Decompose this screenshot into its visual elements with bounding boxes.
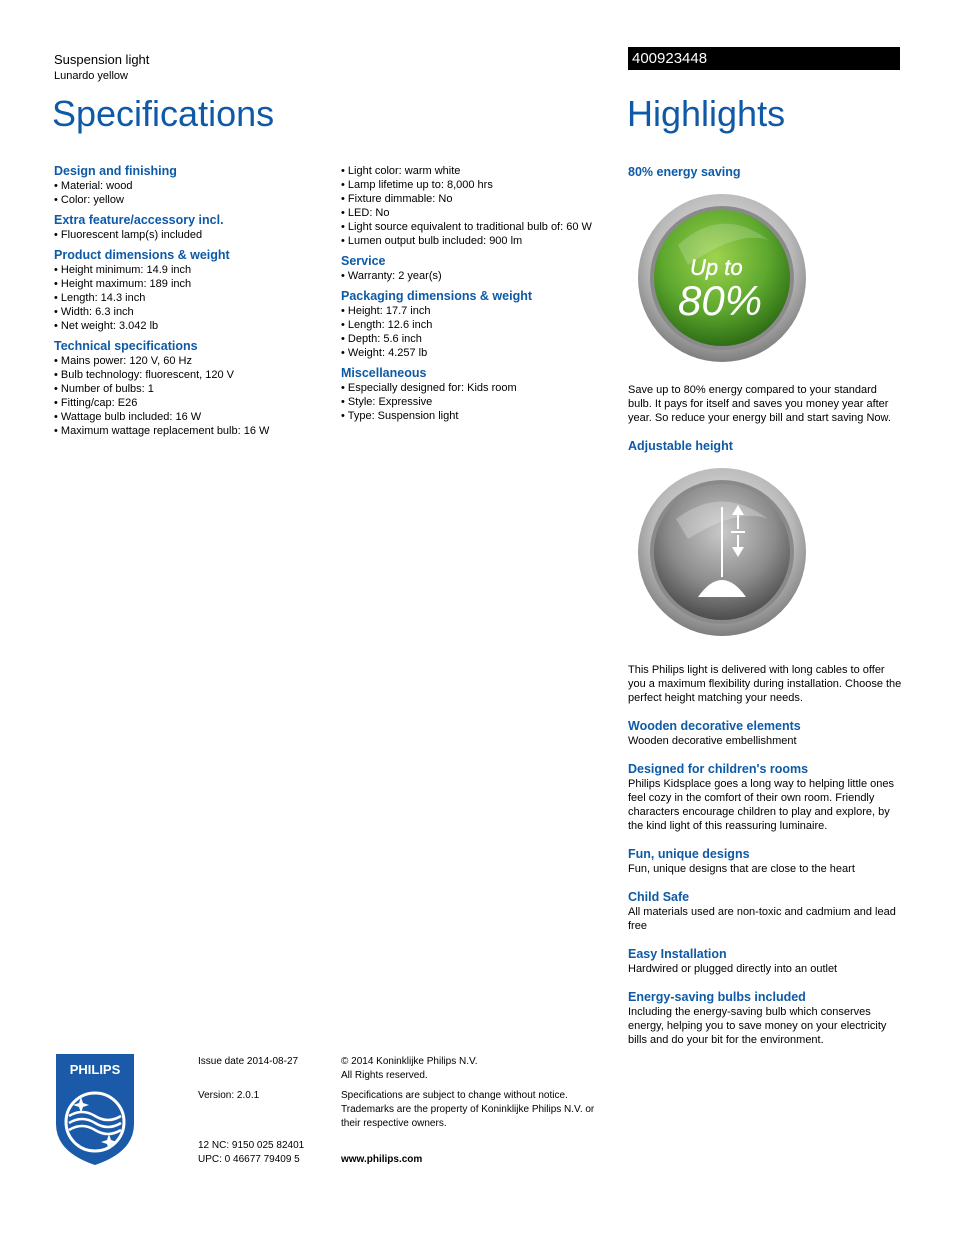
logo-text: PHILIPS [69, 1062, 121, 1077]
highlight-title: Fun, unique designs [628, 847, 750, 861]
highlight-child-safe [628, 890, 903, 933]
highlight-title-energy: 80% energy saving [628, 165, 741, 179]
highlight-text-height: This Philips light is delivered with long cables to offer you a maximum flexibility during installation. Choose the perfect height matching your needs. [628, 664, 902, 704]
badge-value: 80% [678, 277, 763, 324]
highlight-title: Child Safe [628, 890, 690, 904]
copyright-block [341, 1055, 611, 1083]
highlights-column [628, 164, 903, 1061]
highlight-title: Energy-saving bulbs included [628, 990, 806, 1004]
spec-item: • Width: 6.3 inch [54, 305, 324, 319]
spec-item: • Mains power: 120 V, 60 Hz [54, 354, 324, 368]
spec-item: • Light color: warm white [341, 164, 611, 178]
product-code: 400923448 [628, 47, 900, 70]
spec-section-title: Packaging dimensions & weight [341, 289, 533, 303]
highlight-title: Easy Installation [628, 947, 727, 961]
spec-item: • Fitting/cap: E26 [54, 396, 324, 410]
highlight-text: Hardwired or plugged directly into an outlet [628, 963, 838, 975]
highlight-title: Designed for children's rooms [628, 762, 809, 776]
spec-section-title: Miscellaneous [341, 366, 427, 380]
spec-section-title: Design and finishing [54, 164, 177, 178]
spec-item: • Fluorescent lamp(s) included [54, 228, 324, 242]
highlight-fun [628, 847, 903, 876]
spec-section-technical [54, 339, 324, 438]
spec-item: • Height: 17.7 inch [341, 304, 611, 318]
highlight-title-height: Adjustable height [628, 439, 733, 453]
spec-section-product-dimensions [54, 248, 324, 333]
product-type: Suspension light [54, 52, 150, 67]
spec-section-title: Technical specifications [54, 339, 198, 353]
legal-notice: Specifications are subject to change without notice. Trademarks are the property of Koninklijke Philips N.V. or their respective owners. [341, 1090, 595, 1129]
highlight-bulbs [628, 990, 903, 1047]
spec-item: • Especially designed for: Kids room [341, 381, 611, 395]
highlight-text: Wooden decorative embellishment [628, 735, 797, 747]
rights: All Rights reserved. [341, 1070, 428, 1081]
spec-item: • Lamp lifetime up to: 8,000 hrs [341, 178, 611, 192]
highlight-title: Wooden decorative elements [628, 719, 801, 733]
copyright: © 2014 Koninklijke Philips N.V. [341, 1056, 478, 1067]
issue-date: Issue date 2014-08-27 [198, 1056, 299, 1067]
highlight-text: Including the energy-saving bulb which conserves energy, helping you to save money on your electricity bills and do your bit for the environment. [628, 1006, 887, 1046]
badge-up-to: Up to [690, 255, 743, 280]
spec-section-service [341, 254, 611, 283]
highlight-children [628, 762, 903, 833]
spec-item: • Wattage bulb included: 16 W [54, 410, 324, 424]
spec-section-misc [341, 366, 611, 423]
highlight-text: Fun, unique designs that are close to the heart [628, 863, 855, 875]
specifications-title: Specifications [52, 93, 275, 134]
spec-section-technical-cont [341, 164, 611, 248]
spec-item: • Light source equivalent to traditional bulb of: 60 W [341, 220, 611, 234]
spec-item: • Number of bulbs: 1 [54, 382, 324, 396]
specs-column-2 [341, 164, 611, 429]
spec-item: • Material: wood [54, 179, 324, 193]
spec-item: • LED: No [341, 206, 611, 220]
highlight-text-energy: Save up to 80% energy compared to your standard bulb. It pays for itself and saves you money year after year. So reduce your energy bill and start saving Now. [628, 384, 891, 424]
spec-item: • Length: 12.6 inch [341, 318, 611, 332]
spec-item: • Net weight: 3.042 lb [54, 319, 324, 333]
spec-section-title: Extra feature/accessory incl. [54, 213, 224, 227]
spec-item: • Height minimum: 14.9 inch [54, 263, 324, 277]
spec-item: • Weight: 4.257 lb [341, 346, 611, 360]
adjustable-height-icon [628, 459, 818, 645]
highlight-wooden [628, 719, 903, 748]
philips-logo-icon [54, 1052, 136, 1167]
spec-item: • Warranty: 2 year(s) [341, 269, 611, 283]
highlight-text: Philips Kidsplace goes a long way to helping little ones feel cozy in the comfort of their own room. Friendly characters encourage children to play and explore, by the kind light of this reassuring luminaire. [628, 778, 894, 832]
nc-number: 12 NC: 9150 025 82401 [198, 1140, 305, 1151]
product-numbers [198, 1139, 304, 1167]
spec-item: • Height maximum: 189 inch [54, 277, 324, 291]
spec-item: • Color: yellow [54, 193, 324, 207]
spec-item: • Type: Suspension light [341, 409, 611, 423]
spec-item: • Fixture dimmable: No [341, 192, 611, 206]
product-variant: Lunardo yellow [54, 70, 128, 82]
spec-item: • Style: Expressive [341, 395, 611, 409]
spec-item: • Lumen output bulb included: 900 lm [341, 234, 611, 248]
spec-section-title: Product dimensions & weight [54, 248, 230, 262]
spec-section-extra [54, 213, 324, 242]
highlights-title: Highlights [627, 93, 786, 134]
highlight-installation [628, 947, 903, 976]
spec-section-design [54, 164, 324, 207]
spec-item: • Maximum wattage replacement bulb: 16 W [54, 424, 324, 438]
upc-number: UPC: 0 46677 79409 5 [198, 1154, 300, 1165]
spec-section-packaging [341, 289, 611, 360]
spec-item: • Length: 14.3 inch [54, 291, 324, 305]
energy-saving-badge-icon [628, 185, 818, 371]
spec-item: • Depth: 5.6 inch [341, 332, 611, 346]
version: Version: 2.0.1 [198, 1090, 260, 1101]
specs-column-1 [54, 164, 324, 444]
website-link[interactable]: www.philips.com [341, 1154, 423, 1165]
spec-section-title: Service [341, 254, 386, 268]
spec-item: • Bulb technology: fluorescent, 120 V [54, 368, 324, 382]
highlight-text: All materials used are non-toxic and cadmium and lead free [628, 906, 896, 932]
